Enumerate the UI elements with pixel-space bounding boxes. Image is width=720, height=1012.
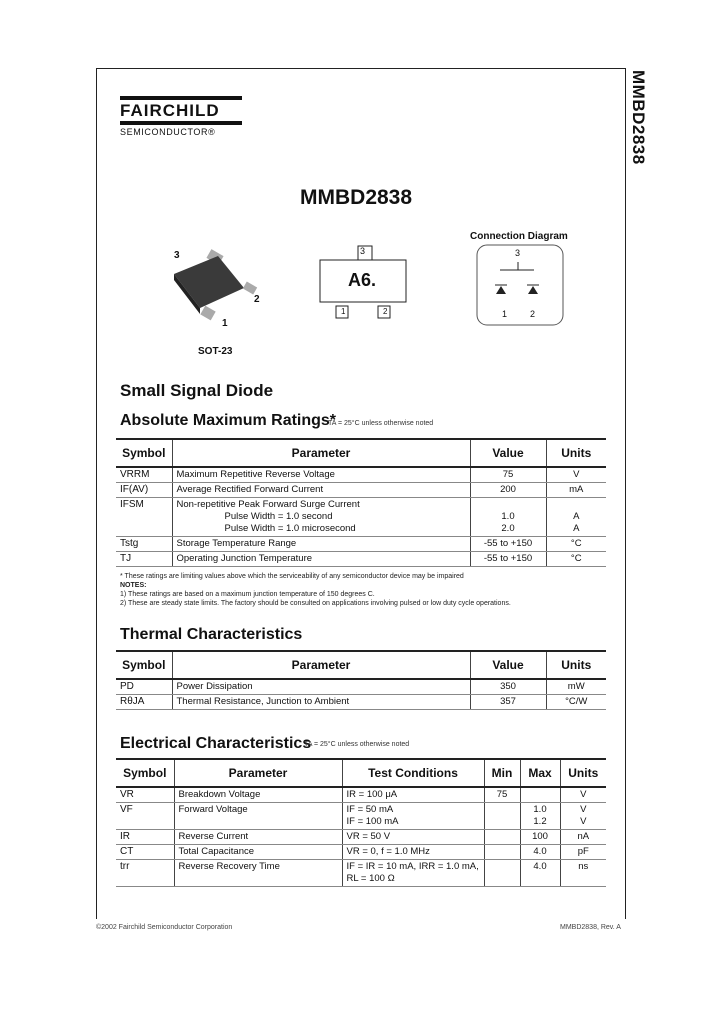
thermal-table [116,650,606,710]
conn-pin-2: 2 [530,309,536,319]
col-header: Value [470,439,546,467]
table-row: PD Power Dissipation 350 mW [116,679,606,695]
table-row: RθJA Thermal Resistance, Junction to Ambient 357 °C/W [116,695,606,710]
electrical-table [116,758,606,887]
part-number: MMBD2838 [300,186,413,209]
device-type: Small Signal Diode [120,381,274,400]
table-row: IR Reverse Current VR = 50 V 100 nA [116,830,606,845]
table-row: trr Reverse Recovery Time IF = IR = 10 mA, IRR = 1.0 mA, RL = 100 Ω 4.0 ns [116,860,606,887]
col-header: Units [546,651,606,679]
marking-pin-2: 2 [383,307,388,316]
electrical-title: Electrical Characteristics [120,735,312,752]
col-header: Parameter [172,651,470,679]
col-header: Min [484,759,520,787]
col-header: Test Conditions [342,759,484,787]
connection-diagram-title: Connection Diagram [470,231,568,242]
conn-pin-1: 1 [502,309,508,319]
table-row: TJ Operating Junction Temperature -55 to +150 °C [116,552,606,567]
side-title: MMBD2838 [629,70,648,165]
marking-pin-1: 1 [341,307,346,316]
table-row: Tstg Storage Temperature Range -55 to +150 °C [116,537,606,552]
col-header: Parameter [174,759,342,787]
device-marking: A6. [348,270,377,290]
col-header: Units [560,759,606,787]
table-row: CT Total Capacitance VR = 0, f = 1.0 MHz 4.0 pF [116,845,606,860]
conn-pin-3: 3 [515,248,521,258]
abs-max-table [116,438,606,567]
footer-copyright: ©2002 Fairchild Semiconductor Corporation [96,924,233,931]
fairchild-logo [120,96,242,137]
table-row: VR Breakdown Voltage IR = 100 μA 75 V [116,787,606,803]
pkg-pin-3: 3 [174,250,180,261]
table-row: VRRM Maximum Repetitive Reverse Voltage 75 V [116,467,606,483]
abs-max-title: Absolute Maximum Ratings* [120,412,337,429]
logo-brand: FAIRCHILD [120,101,220,120]
pkg-pin-1: 1 [222,318,228,329]
col-header: Max [520,759,560,787]
electrical-condition: TA = 25°C unless otherwise noted [304,741,410,748]
col-header: Symbol [116,651,172,679]
abs-max-condition: TA = 25°C unless otherwise noted [328,420,434,427]
marking-pin-3: 3 [360,246,366,256]
footer-revision: MMBD2838, Rev. A [560,924,621,931]
col-header: Parameter [172,439,470,467]
thermal-title: Thermal Characteristics [120,626,303,643]
table-row: IF(AV) Average Rectified Forward Current 200 mA [116,483,606,498]
logo-sub: SEMICONDUCTOR® [120,127,216,137]
col-header: Symbol [116,759,174,787]
pkg-pin-2: 2 [254,294,260,305]
abs-max-notes: * These ratings are limiting values above which the serviceability of any semiconductor device may be impaired NOTES: 1) These ratings are based on a maximum junction temperature of 150 degrees C. 2) These are steady state limits. The factory should be consulted on applications involving pulsed or low duty cycle operations. [120,573,511,607]
table-row: VF Forward Voltage IF = 50 mA IF = 100 mA 1.0 1.2 V V [116,803,606,830]
package-name: SOT-23 [198,346,233,357]
col-header: Symbol [116,439,172,467]
table-row: IFSM Non-repetitive Peak Forward Surge Current Pulse Width = 1.0 second Pulse Width = 1.0 microsecond 1.0 2.0 A A [116,498,606,537]
col-header: Units [546,439,606,467]
col-header: Value [470,651,546,679]
